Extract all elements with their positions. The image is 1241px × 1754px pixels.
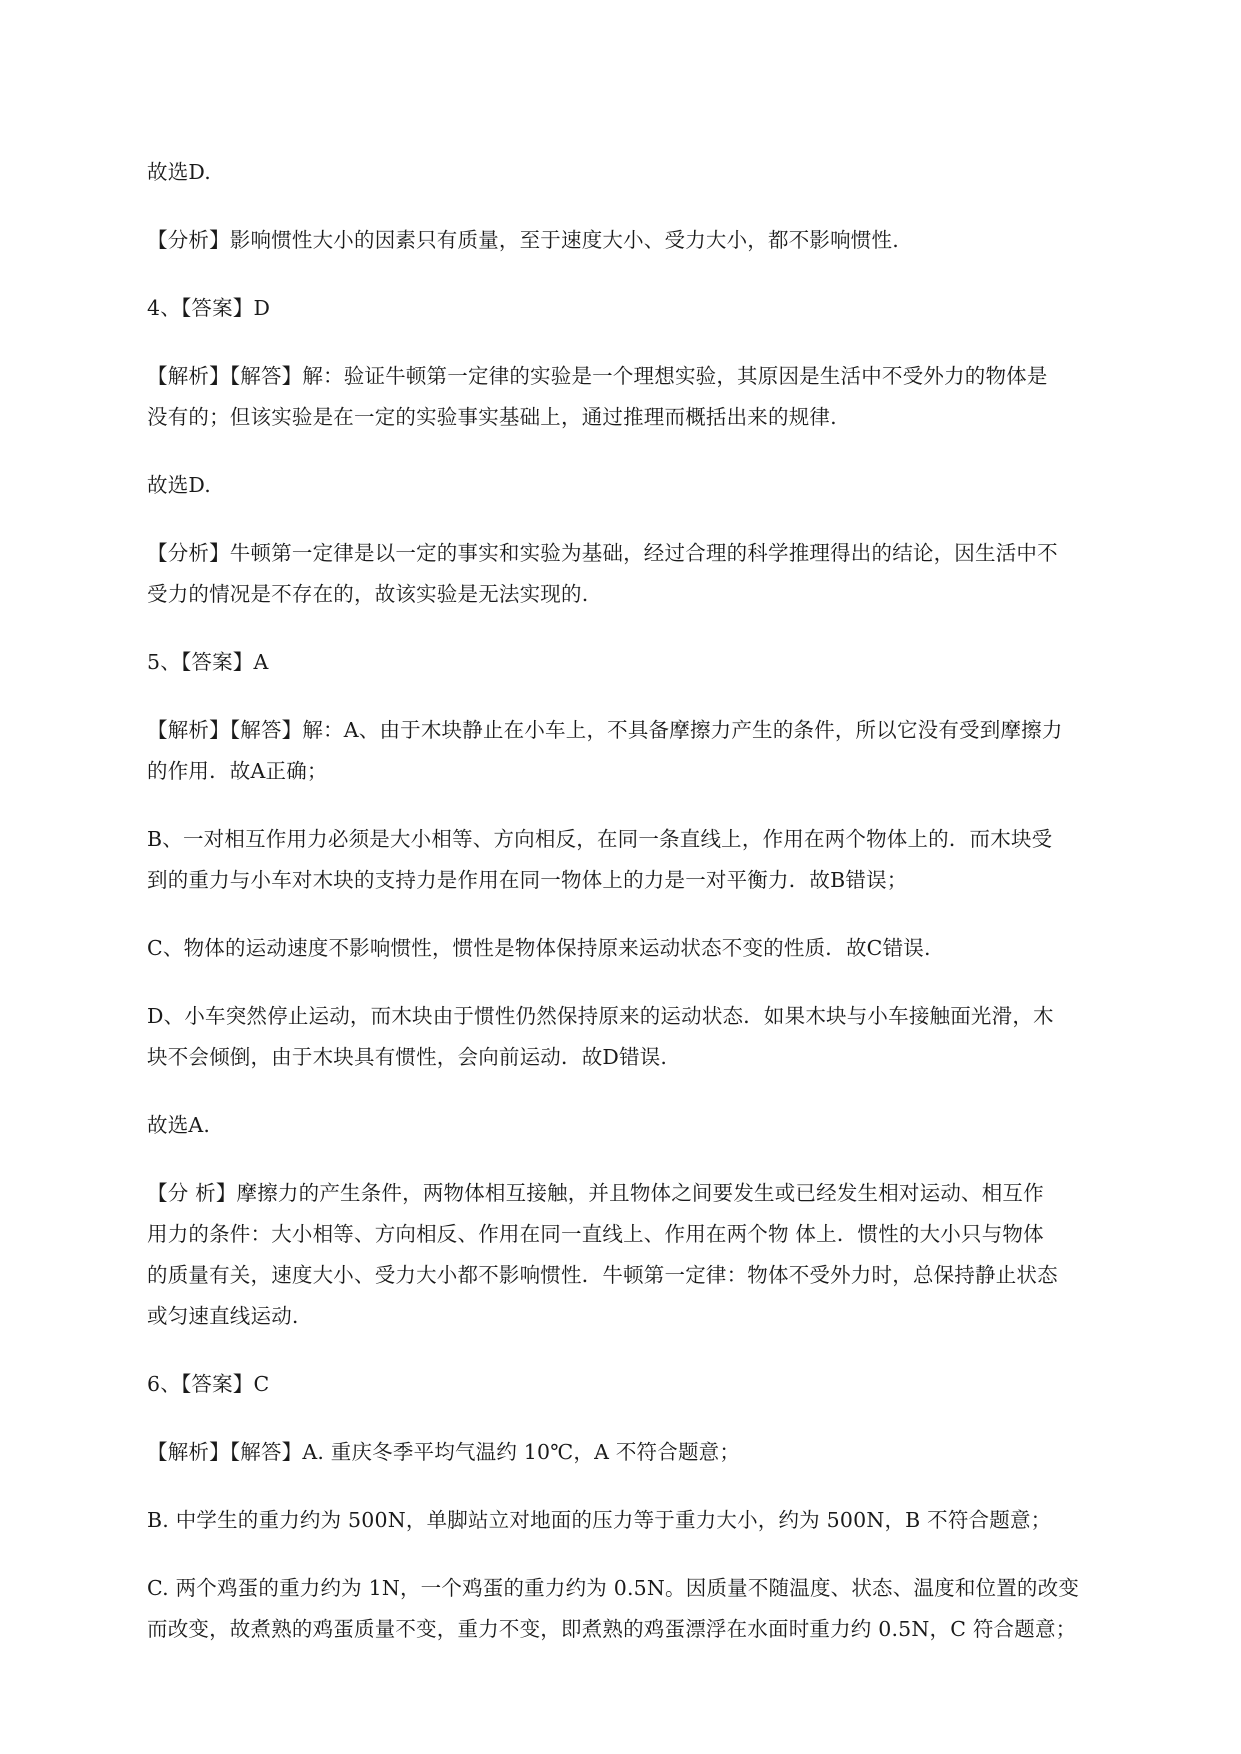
paragraph-explanation-4 [147,356,1147,438]
paragraph-answer-5 [147,642,1147,683]
text-line: 【分析】牛顿第一定律是以一定的事实和实验为基础，经过合理的科学推理得出的结论，因生活中不 [147,541,1058,565]
paragraph-explanation-6-c [147,1568,1147,1650]
text-line: 故选A. [147,1113,211,1137]
text-line: 或匀速直线运动. [147,1304,299,1328]
document-body [147,152,1147,1677]
paragraph-explanation-6-b [147,1500,1147,1541]
text-line: 故选D. [147,473,212,497]
text-line: 没有的；但该实验是在一定的实验事实基础上，通过推理而概括出来的规律. [147,405,837,429]
text-line: 【解析】【解答】解：A、由于木块静止在小车上，不具备摩擦力产生的条件，所以它没有受到摩擦力 [147,718,1063,742]
paragraph-explanation-5-c [147,928,1147,969]
paragraph-answer-4 [147,288,1147,329]
paragraph-analysis-4 [147,533,1147,615]
text-line: B、一对相互作用力必须是大小相等、方向相反，在同一条直线上，作用在两个物体上的．而木块受 [147,827,1053,851]
text-line: 4、【答案】D [147,296,271,320]
paragraph-analysis-5 [147,1173,1147,1337]
paragraph-explanation-6-a [147,1432,1147,1473]
text-line: 块不会倾倒，由于木块具有惯性，会向前运动．故D错误. [147,1045,668,1069]
text-line: D、小车突然停止运动，而木块由于惯性仍然保持原来的运动状态．如果木块与小车接触面光滑，木 [147,1004,1054,1028]
text-line: 6、【答案】C [147,1372,270,1396]
paragraph-answer-6 [147,1364,1147,1405]
text-line: 【分 析】摩擦力的产生条件，两物体相互接触，并且物体之间要发生或已经发生相对运动、相互作 [147,1181,1044,1205]
paragraph-explanation-5-b [147,819,1147,901]
paragraph-conclusion-3 [147,152,1147,193]
text-line: C、物体的运动速度不影响惯性，惯性是物体保持原来运动状态不变的性质．故C错误. [147,936,931,960]
text-line: 受力的情况是不存在的，故该实验是无法实现的. [147,582,589,606]
text-line: 5、【答案】A [147,650,269,674]
text-line: 【分析】影响惯性大小的因素只有质量，至于速度大小、受力大小，都不影响惯性. [147,228,899,252]
paragraph-explanation-5-d [147,996,1147,1078]
text-line: 而改变，故煮熟的鸡蛋质量不变，重力不变，即煮熟的鸡蛋漂浮在水面时重力约 0.5N，C 符合题意； [147,1617,1077,1641]
text-line: 的质量有关，速度大小、受力大小都不影响惯性．牛顿第一定律：物体不受外力时，总保持静止状态 [147,1263,1058,1287]
text-line: 【解析】【解答】A. 重庆冬季平均气温约 10℃，A 不符合题意； [147,1440,741,1464]
paragraph-explanation-5-a [147,710,1147,792]
text-line: 【解析】【解答】解：验证牛顿第一定律的实验是一个理想实验，其原因是生活中不受外力的物体是 [147,364,1048,388]
paragraph-analysis-3 [147,220,1147,261]
text-line: 故选D. [147,160,212,184]
paragraph-conclusion-5 [147,1105,1147,1146]
text-line: C. 两个鸡蛋的重力约为 1N，一个鸡蛋的重力约为 0.5N。因质量不随温度、状态、温度和位置的改变 [147,1576,1080,1600]
text-line: 用力的条件：大小相等、方向相反、作用在同一直线上、作用在两个物 体上．惯性的大小只与物体 [147,1222,1044,1246]
text-line: 的作用．故A正确； [147,759,328,783]
text-line: 到的重力与小车对木块的支持力是作用在同一物体上的力是一对平衡力．故B错误； [147,868,908,892]
text-line: B. 中学生的重力约为 500N，单脚站立对地面的压力等于重力大小，约为 500N，B 不符合题意； [147,1508,1052,1532]
paragraph-conclusion-4 [147,465,1147,506]
